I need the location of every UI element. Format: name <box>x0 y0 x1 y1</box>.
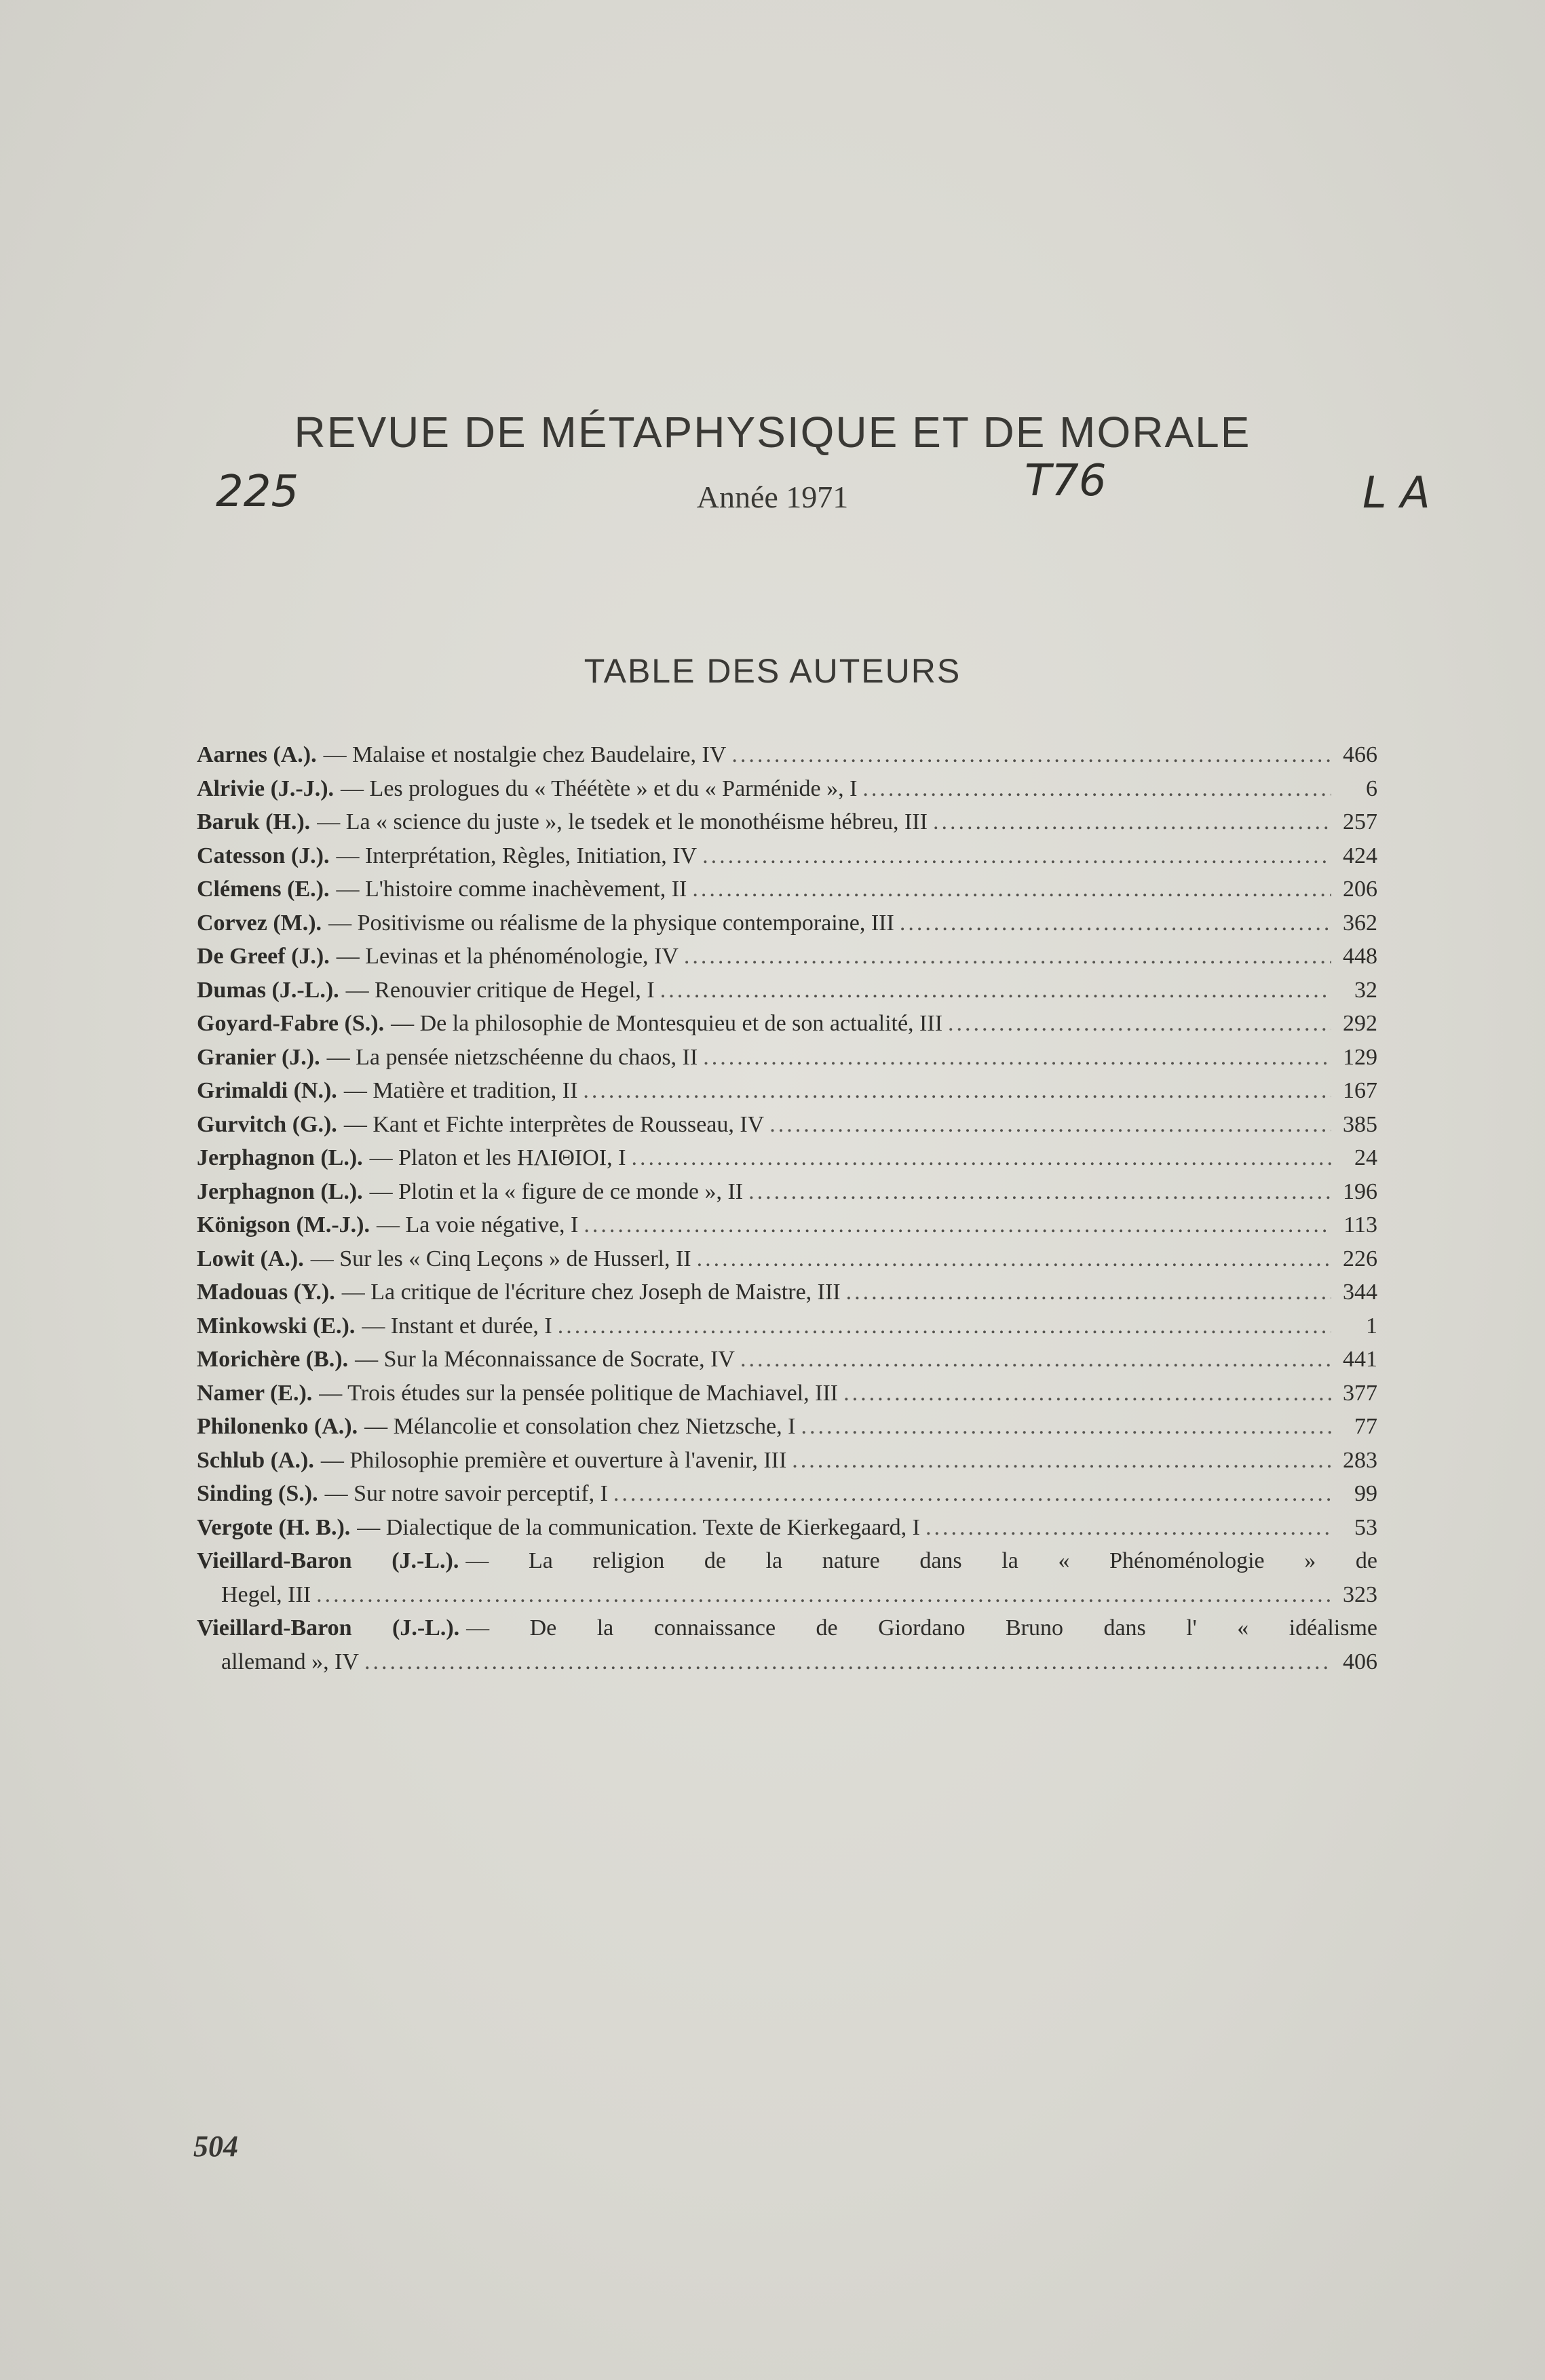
entry-title: — De la philosophie de Montesquieu et de son actualité, III <box>391 1011 943 1036</box>
entry-page: 292 <box>1343 1011 1377 1036</box>
entry-page: 406 <box>1343 1649 1377 1674</box>
entry-page: 226 <box>1343 1246 1377 1271</box>
index-entry <box>197 1477 1377 1511</box>
leader-dots <box>703 1041 1331 1075</box>
entry-title: — Interprétation, Règles, Initiation, IV <box>336 843 698 868</box>
leader-dots <box>769 1108 1331 1142</box>
index-entry <box>197 1175 1377 1209</box>
entry-title-continuation: Hegel, III <box>221 1581 311 1607</box>
leader-dots <box>584 1208 1331 1242</box>
entry-author: Alrivie (J.-J.). <box>197 775 335 801</box>
index-entry <box>197 1377 1377 1410</box>
entry-title: — La « science du juste », le tsedek et le monothéisme hébreu, III <box>317 809 928 834</box>
entry-author: Granier (J.). <box>197 1044 320 1070</box>
entry-title: — Kant et Fichte interprètes de Rousseau, IV <box>343 1111 765 1137</box>
index-entry <box>197 805 1377 839</box>
entry-title: — Mélancolie et consolation chez Nietzsche, I <box>364 1414 796 1439</box>
leader-dots <box>948 1007 1331 1041</box>
entry-title-continuation: allemand », IV <box>221 1649 359 1674</box>
index-entry <box>197 1343 1377 1377</box>
entry-author: Goyard-Fabre (S.). <box>197 1011 385 1036</box>
year-label: Année 1971 <box>696 480 849 514</box>
index-entry <box>197 940 1377 974</box>
entry-title: — Sur les « Cinq Leçons » de Husserl, II <box>310 1246 691 1271</box>
index-entry <box>197 974 1377 1007</box>
entry-title: — Les prologues du « Théétète » et du « Parménide », I <box>341 775 858 801</box>
entry-author: Philonenko (A.). <box>197 1414 358 1439</box>
index-entry <box>197 1544 1377 1611</box>
entry-title: — Positivisme ou réalisme de la physique contemporaine, III <box>328 910 894 936</box>
entry-page: 257 <box>1343 809 1377 834</box>
handwritten-note-middle: T76 <box>1025 456 1107 506</box>
entry-author: Madouas (Y.). <box>197 1280 335 1305</box>
leader-dots <box>364 1645 1331 1679</box>
entry-author: Schlub (A.). <box>197 1447 314 1473</box>
leader-dots <box>583 1074 1331 1108</box>
entry-title: — Sur la Méconnaissance de Socrate, IV <box>355 1347 735 1372</box>
leader-dots <box>697 1242 1331 1276</box>
index-entry <box>197 1611 1377 1678</box>
entry-author: Morichère (B.). <box>197 1347 349 1372</box>
index-entry <box>197 1108 1377 1142</box>
entry-page: 344 <box>1343 1280 1377 1305</box>
entry-title: — La critique de l'écriture chez Joseph de Maistre, III <box>341 1280 841 1305</box>
index-entry <box>197 772 1377 806</box>
entry-author: Vieillard-Baron (J.-L.). <box>197 1548 459 1573</box>
entry-title: — Matière et tradition, II <box>343 1078 578 1103</box>
entry-author: Jerphagnon (L.). <box>197 1178 363 1204</box>
entry-author: Dumas (J.-L.). <box>197 977 339 1003</box>
entry-second-line <box>197 1578 1377 1612</box>
leader-dots <box>846 1275 1331 1309</box>
entry-page: 129 <box>1343 1044 1377 1070</box>
leader-dots <box>862 772 1331 806</box>
entry-second-line <box>197 1645 1377 1679</box>
entry-first-line <box>197 1611 1377 1645</box>
entry-author: Catesson (J.). <box>197 843 330 868</box>
leader-dots <box>926 1511 1331 1545</box>
page-number: 504 <box>193 2130 238 2163</box>
entry-page: 32 <box>1354 977 1377 1003</box>
journal-title: REVUE DE MÉTAPHYSIQUE ET DE MORALE <box>294 408 1251 457</box>
entry-title: — La voie négative, I <box>377 1212 579 1237</box>
index-entry <box>197 1141 1377 1175</box>
entry-page: 24 <box>1354 1145 1377 1170</box>
entry-page: 323 <box>1343 1581 1377 1607</box>
entry-author: Vieillard-Baron (J.-L.). <box>197 1615 460 1640</box>
index-entry <box>197 1309 1377 1343</box>
entry-author: Gurvitch (G.). <box>197 1111 337 1137</box>
leader-dots <box>801 1410 1331 1444</box>
entry-title: — Platon et les ΗΛΙΘΙΟΙ, I <box>369 1145 626 1170</box>
leader-dots <box>843 1377 1331 1410</box>
entry-title: — De la connaissance de Giordano Bruno dans l' « idéalisme <box>466 1615 1378 1640</box>
index-entry <box>197 738 1377 772</box>
leader-dots <box>933 805 1331 839</box>
entry-title: — Dialectique de la communication. Texte de Kierkegaard, I <box>357 1514 920 1540</box>
entry-author: Aarnes (A.). <box>197 742 317 767</box>
entry-page: 385 <box>1343 1111 1377 1137</box>
entry-page: 362 <box>1343 910 1377 936</box>
entry-title: — Philosophie première et ouverture à l'avenir, III <box>320 1447 787 1473</box>
entry-author: Corvez (M.). <box>197 910 322 936</box>
index-entry <box>197 1410 1377 1444</box>
entry-title: — Malaise et nostalgie chez Baudelaire, IV <box>323 742 727 767</box>
entry-first-line <box>197 1544 1377 1578</box>
entry-author: Sinding (S.). <box>197 1481 318 1506</box>
index-entry <box>197 872 1377 906</box>
index-entry <box>197 1511 1377 1545</box>
entry-title: — La religion de la nature dans la « Phénoménologie » de <box>465 1548 1377 1573</box>
index-entry <box>197 1444 1377 1478</box>
entry-page: 77 <box>1354 1414 1377 1439</box>
entry-title: — Plotin et la « figure de ce monde », II <box>369 1178 744 1204</box>
entry-page: 441 <box>1343 1347 1377 1372</box>
leader-dots <box>631 1141 1331 1175</box>
entry-author: Jerphagnon (L.). <box>197 1145 363 1170</box>
section-title: TABLE DES AUTEURS <box>584 652 961 690</box>
index-entry <box>197 1208 1377 1242</box>
entry-page: 99 <box>1354 1481 1377 1506</box>
leader-dots <box>702 839 1331 873</box>
entry-page: 53 <box>1354 1514 1377 1540</box>
handwritten-note-right: L A <box>1362 468 1430 518</box>
entry-page: 283 <box>1343 1447 1377 1473</box>
index-entry <box>197 1041 1377 1075</box>
leader-dots <box>684 940 1331 974</box>
leader-dots <box>748 1175 1331 1209</box>
leader-dots <box>740 1343 1331 1377</box>
index-entry <box>197 906 1377 940</box>
entry-author: Namer (E.). <box>197 1380 313 1406</box>
entry-author: Vergote (H. B.). <box>197 1514 351 1540</box>
leader-dots <box>692 872 1331 906</box>
entry-page: 466 <box>1343 742 1377 767</box>
entry-title: — L'histoire comme inachèvement, II <box>336 877 687 902</box>
entry-author: Clémens (E.). <box>197 877 330 902</box>
entry-title: — Instant et durée, I <box>362 1313 552 1339</box>
entry-page: 448 <box>1343 944 1377 969</box>
entry-author: Baruk (H.). <box>197 809 311 834</box>
entry-page: 167 <box>1343 1078 1377 1103</box>
leader-dots <box>558 1309 1331 1343</box>
entry-title: — La pensée nietzschéenne du chaos, II <box>326 1044 698 1070</box>
entry-author: Lowit (A.). <box>197 1246 304 1271</box>
entry-page: 1 <box>1366 1313 1377 1339</box>
entry-page: 196 <box>1343 1178 1377 1204</box>
leader-dots <box>731 738 1331 772</box>
leader-dots <box>316 1578 1331 1612</box>
index-entry <box>197 1007 1377 1041</box>
index-entry <box>197 1242 1377 1276</box>
entry-page: 206 <box>1343 877 1377 902</box>
leader-dots <box>613 1477 1331 1511</box>
handwritten-note-left: 225 <box>216 467 299 517</box>
entry-author: Minkowski (E.). <box>197 1313 356 1339</box>
entry-page: 424 <box>1343 843 1377 868</box>
index-entry <box>197 1074 1377 1108</box>
leader-dots <box>792 1444 1331 1478</box>
entry-title: — Levinas et la phénoménologie, IV <box>336 944 679 969</box>
index-entry <box>197 1275 1377 1309</box>
entry-title: — Trois études sur la pensée politique de Machiavel, III <box>319 1380 839 1406</box>
entry-page: 6 <box>1366 775 1377 801</box>
entry-page: 377 <box>1343 1380 1377 1406</box>
entry-page: 113 <box>1343 1212 1377 1237</box>
author-index-list <box>197 738 1377 1678</box>
leader-dots <box>900 906 1331 940</box>
leader-dots <box>660 974 1331 1007</box>
entry-author: Königson (M.-J.). <box>197 1212 370 1237</box>
entry-title: — Renouvier critique de Hegel, I <box>345 977 655 1003</box>
entry-author: De Greef (J.). <box>197 944 330 969</box>
index-entry <box>197 839 1377 873</box>
entry-author: Grimaldi (N.). <box>197 1078 337 1103</box>
entry-title: — Sur notre savoir perceptif, I <box>324 1481 608 1506</box>
